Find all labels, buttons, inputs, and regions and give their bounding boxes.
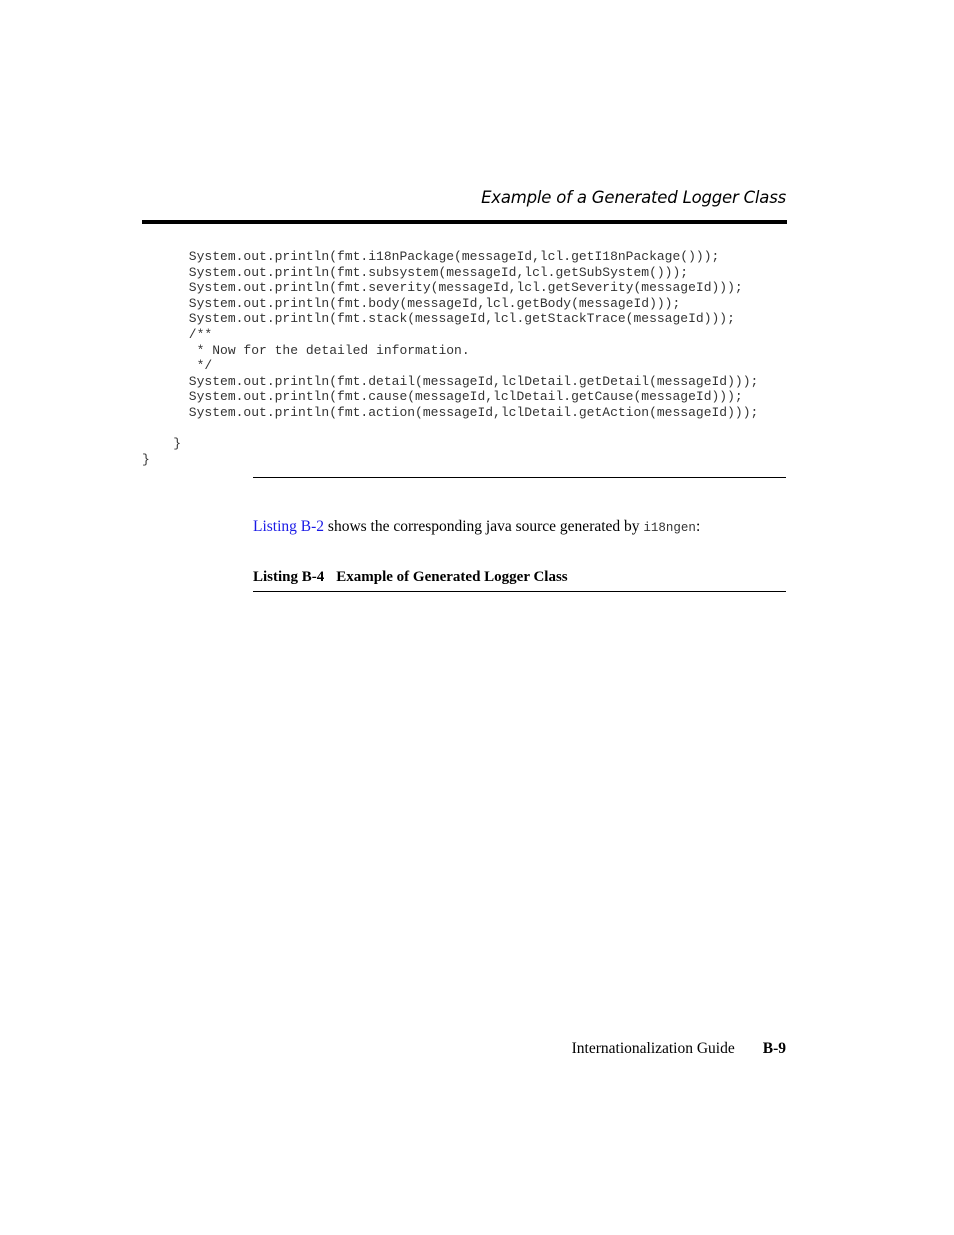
- code-line: [142, 421, 758, 437]
- listing-number: Listing B-4: [253, 569, 325, 585]
- paragraph-text-end: :: [695, 518, 701, 535]
- code-line: System.out.println(fmt.subsystem(messageId,lcl.getSubSystem()));: [142, 264, 689, 280]
- listing-title: Example of Generated Logger Class: [336, 569, 568, 585]
- listing-b2-link[interactable]: Listing B-2: [253, 518, 325, 535]
- running-header-title: Example of a Generated Logger Class: [481, 188, 786, 207]
- code-listing: [142, 249, 758, 467]
- code-line: System.out.println(fmt.action(messageId,lclDetail.getAction(messageId)));: [142, 404, 759, 420]
- paragraph-text: shows the corresponding java source generated by: [324, 518, 644, 535]
- footer-guide-title: Internationalization Guide: [571, 1040, 735, 1057]
- code-line: }: [142, 436, 182, 452]
- listing-caption: [253, 567, 568, 587]
- body-paragraph: [253, 517, 786, 538]
- code-line: }: [142, 451, 150, 467]
- code-line: System.out.println(fmt.cause(messageId,lclDetail.getCause(messageId)));: [142, 389, 743, 405]
- code-line: System.out.println(fmt.body(messageId,lcl.getBody(messageId)));: [142, 295, 681, 311]
- code-line: System.out.println(fmt.i18nPackage(messageId,lcl.getI18nPackage()));: [142, 249, 720, 264]
- code-line: */: [142, 358, 213, 374]
- code-line: * Now for the detailed information.: [142, 342, 470, 358]
- footer-page-number: B-9: [762, 1040, 786, 1057]
- code-line: System.out.println(fmt.detail(messageId,lclDetail.getDetail(messageId)));: [142, 373, 759, 389]
- page-footer: [480, 1039, 786, 1059]
- code-line: System.out.println(fmt.stack(messageId,lcl.getStackTrace(messageId)));: [142, 311, 735, 327]
- inline-code: i18ngen: [643, 521, 696, 535]
- code-line: System.out.println(fmt.severity(messageId,lcl.getSeverity(messageId)));: [142, 280, 743, 296]
- listing-rule: [253, 591, 786, 592]
- code-end-rule: [253, 477, 786, 478]
- code-line: /**: [142, 326, 213, 342]
- header-rule: [142, 220, 787, 224]
